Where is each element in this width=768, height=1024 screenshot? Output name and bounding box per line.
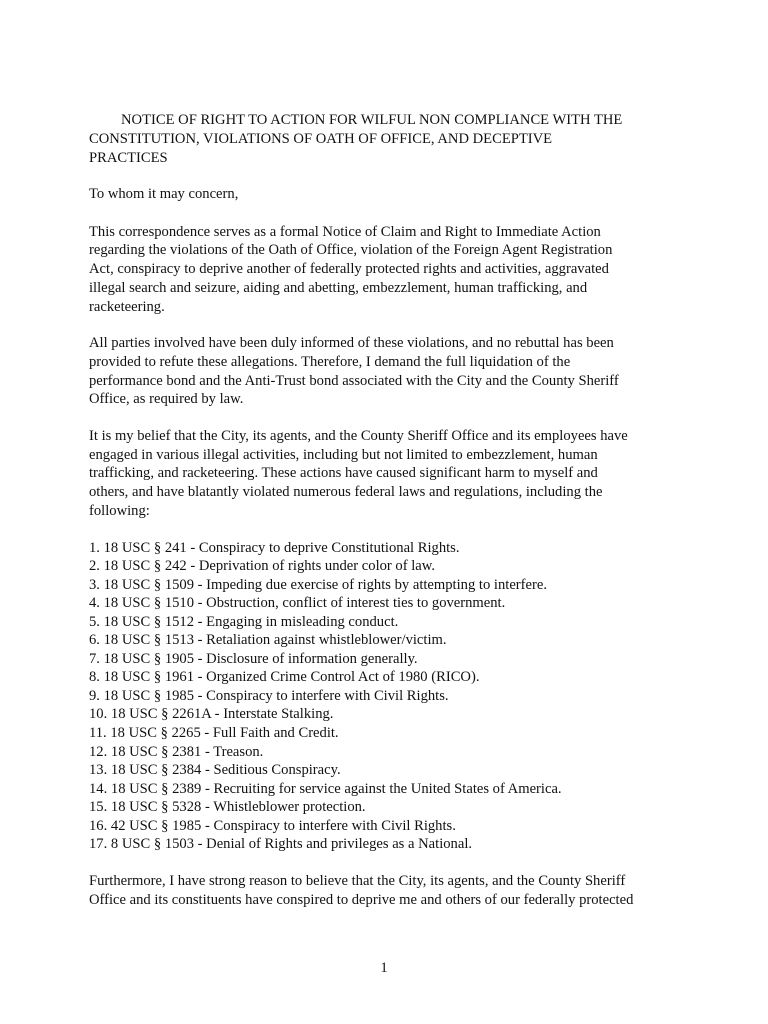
list-item: 6. 18 USC § 1513 - Retaliation against whistleblower/victim. bbox=[89, 632, 447, 649]
paragraph-demand-liquidation: All parties involved have been duly informed of these violations, and no rebuttal has been provided to refute these allegations. Therefore, I demand the full liquidation of the performance bond and the Anti-Trust bond associated with the City and the County Sheriff Office, as required by law. bbox=[89, 335, 619, 408]
list-item: 12. 18 USC § 2381 - Treason. bbox=[89, 743, 264, 760]
list-item: 10. 18 USC § 2261A - Interstate Stalking. bbox=[89, 706, 334, 723]
paragraph-belief-illegal-activities: It is my belief that the City, its agents, and the County Sheriff Office and its employees have engaged in various illegal activities, including but not limited to embezzlement, human trafficking, and racketeering. These actions have caused significant harm to myself and others, and have blatantly violated numerous federal laws and regulations, including the following: bbox=[89, 428, 628, 519]
list-item: 8. 18 USC § 1961 - Organized Crime Control Act of 1980 (RICO). bbox=[89, 669, 480, 686]
list-item: 13. 18 USC § 2384 - Seditious Conspiracy. bbox=[89, 762, 341, 779]
paragraph-notice-of-claim: This correspondence serves as a formal Notice of Claim and Right to Immediate Action regarding the violations of the Oath of Office, violation of the Foreign Agent Registration Act, conspiracy to deprive another of federally protected rights and activities, aggravated illegal search and seizure, aiding and abetting, embezzlement, human trafficking, and racketeering. bbox=[89, 223, 613, 315]
list-item: 14. 18 USC § 2389 - Recruiting for service against the United States of America. bbox=[89, 780, 562, 797]
paragraph-conspiracy-continued: Furthermore, I have strong reason to believe that the City, its agents, and the County Sheriff Office and its constituents have conspired to deprive me and others of our federally protected bbox=[89, 872, 634, 908]
document-page bbox=[89, 111, 689, 927]
list-item: 5. 18 USC § 1512 - Engaging in misleading conduct. bbox=[89, 613, 399, 630]
salutation: To whom it may concern, bbox=[89, 186, 239, 202]
list-item: 9. 18 USC § 1985 - Conspiracy to interfere with Civil Rights. bbox=[89, 687, 449, 704]
document-title: NOTICE OF RIGHT TO ACTION FOR WILFUL NON COMPLIANCE WITH THE CONSTITUTION, VIOLATIONS OF OATH OF OFFICE, AND DECEPTIVE PRACTICES bbox=[89, 112, 623, 166]
violations-list bbox=[89, 539, 689, 854]
page-number: 1 bbox=[380, 960, 388, 976]
list-item: 7. 18 USC § 1905 - Disclosure of information generally. bbox=[89, 650, 418, 667]
list-item: 2. 18 USC § 242 - Deprivation of rights under color of law. bbox=[89, 558, 436, 575]
list-item: 11. 18 USC § 2265 - Full Faith and Credit. bbox=[89, 725, 339, 742]
list-item: 1. 18 USC § 241 - Conspiracy to deprive Constitutional Rights. bbox=[89, 539, 460, 556]
list-item: 4. 18 USC § 1510 - Obstruction, conflict of interest ties to government. bbox=[89, 595, 506, 612]
list-item: 16. 42 USC § 1985 - Conspiracy to interfere with Civil Rights. bbox=[89, 817, 456, 834]
list-item: 3. 18 USC § 1509 - Impeding due exercise of rights by attempting to interfere. bbox=[89, 576, 547, 593]
list-item: 15. 18 USC § 5328 - Whistleblower protection. bbox=[89, 799, 366, 816]
list-item: 17. 8 USC § 1503 - Denial of Rights and privileges as a National. bbox=[89, 836, 473, 853]
